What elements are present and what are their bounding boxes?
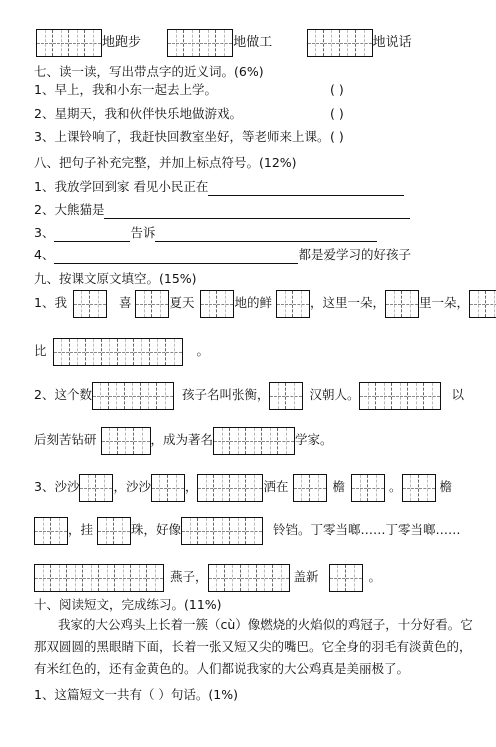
section-10-title: 十、阅读短文，完成练习。(11%) — [34, 597, 222, 612]
text: 汉朝人。 — [309, 387, 360, 402]
sec9-row-7 — [34, 562, 381, 592]
text: 后刻苦钻研 — [34, 432, 97, 447]
text: 孩子名叫张衡， — [181, 387, 270, 402]
answer-line[interactable] — [54, 249, 298, 264]
sec8-item-1-text: 1、我放学回到家 看见小民正在 — [34, 179, 209, 194]
sec7-item-2: 2、星期天，我和伙伴快乐地做游戏。 — [34, 106, 242, 121]
text: 1、我 — [34, 295, 67, 310]
text: 3、沙沙 — [34, 479, 80, 494]
sec8-item-3-text: 告诉 — [130, 225, 156, 240]
sec7-bracket-3[interactable]: ( ) — [330, 129, 344, 144]
sec8-item-3-num: 3、 — [34, 225, 55, 240]
text: ，挂 — [68, 522, 94, 537]
section-7-title: 七、读一读，写出带点字的近义词。(6%) — [34, 64, 264, 79]
answer-grid[interactable] — [351, 474, 385, 502]
answer-grid[interactable] — [269, 382, 303, 410]
text: 洒在 — [263, 479, 289, 494]
text: 以 — [451, 387, 464, 402]
word: 地说话 — [372, 35, 412, 50]
sec9-row-6 — [34, 515, 461, 545]
answer-line[interactable] — [208, 181, 404, 196]
sec8-item-4-num: 4、 — [34, 247, 55, 262]
text: 铃铛。丁零当啷……丁零当啷…… — [273, 522, 461, 537]
answer-grid[interactable] — [213, 427, 295, 455]
answer-grid[interactable] — [34, 517, 68, 545]
answer-grid[interactable] — [181, 517, 263, 545]
answer-grid[interactable] — [97, 517, 131, 545]
text: 。 — [389, 479, 402, 494]
text: 夏天 — [169, 295, 195, 310]
answer-grid[interactable] — [197, 474, 263, 502]
sec9-row-5 — [34, 472, 452, 502]
answer-grid[interactable] — [167, 29, 233, 57]
text: 。 — [196, 343, 210, 358]
answer-grid[interactable] — [276, 290, 310, 318]
text: 比 — [34, 343, 47, 358]
answer-grid[interactable] — [92, 382, 174, 410]
sec9-row-1 — [34, 288, 496, 318]
answer-grid[interactable] — [293, 474, 327, 502]
answer-grid[interactable] — [151, 474, 185, 502]
answer-grid[interactable] — [73, 290, 107, 318]
sec8-item-4-text: 都是爱学习的好孩子 — [298, 247, 411, 262]
text: 檐 — [332, 479, 346, 494]
text: ， — [184, 479, 198, 494]
answer-grid[interactable] — [329, 564, 363, 592]
section-8-title: 八、把句子补充完整，并加上标点符号。(12%) — [34, 155, 297, 170]
answer-grid[interactable] — [359, 382, 441, 410]
answer-grid[interactable] — [53, 338, 183, 366]
text: 檐 — [439, 479, 453, 494]
answer-grid[interactable] — [79, 474, 113, 502]
answer-grid[interactable] — [135, 290, 169, 318]
text: ，这里一朵， — [310, 295, 386, 310]
answer-grid[interactable] — [34, 564, 164, 592]
text: 里一朵， — [419, 295, 470, 310]
text: 。 — [368, 569, 382, 584]
top-row — [36, 28, 412, 58]
sec8-item-3 — [34, 224, 377, 242]
answer-grid[interactable] — [200, 290, 234, 318]
text: 盖新 — [293, 569, 319, 584]
sec8-item-4 — [34, 246, 411, 264]
text: ，沙沙 — [113, 479, 151, 494]
text: ，成为著名 — [150, 432, 214, 447]
sec8-item-2-text: 2、大熊猫是 — [34, 202, 105, 217]
sec7-item-1: 1、早上，我和小东一起去上学。 — [34, 82, 217, 97]
answer-line[interactable] — [104, 204, 410, 219]
answer-grid[interactable] — [307, 29, 373, 57]
sec10-question-1: 1、这篇短文一共有（ ）句话。(1%) — [34, 687, 239, 702]
section-9-title: 九、按课文原文填空。(15%) — [34, 271, 197, 286]
sec9-row-3 — [34, 380, 464, 410]
passage-line-2: 那双圆圆的黑眼睛下面，长着一张又短又尖的嘴巴。它全身的羽毛有淡黄色的， — [34, 639, 472, 654]
passage-line-3: 有米红色的，还有金黄色的。人们都说我家的大公鸡真是美丽极了。 — [34, 661, 410, 676]
answer-line[interactable] — [54, 227, 130, 242]
word: 地做工 — [233, 35, 273, 50]
answer-grid[interactable] — [101, 427, 151, 455]
text: 学家。 — [295, 432, 333, 447]
reading-passage — [34, 614, 474, 680]
answer-line[interactable] — [155, 227, 377, 242]
text: 地的鲜 — [234, 295, 272, 310]
passage-line-1: 我家的大公鸡头上长着一簇（cù）像燃烧的火焰似的鸡冠子，十分好看。它 — [58, 617, 473, 632]
text: 2、这个数 — [34, 387, 92, 402]
sec7-bracket-1[interactable]: ( ) — [330, 82, 344, 97]
sec7-bracket-2[interactable]: ( ) — [330, 106, 344, 121]
sec8-item-2 — [34, 201, 410, 219]
word: 地跑步 — [102, 35, 142, 50]
sec9-row-4 — [34, 425, 333, 455]
sec7-item-3: 3、上课铃响了，我赶快回教室坐好，等老师来上课。 — [34, 129, 330, 144]
answer-grid[interactable] — [402, 474, 436, 502]
answer-grid[interactable] — [385, 290, 419, 318]
answer-grid[interactable] — [469, 290, 496, 318]
sec8-item-1 — [34, 178, 404, 196]
text: 珠，好像 — [131, 522, 182, 537]
sec9-row-2 — [34, 336, 209, 366]
text: 喜 — [118, 295, 132, 310]
answer-grid[interactable] — [36, 29, 102, 57]
answer-grid[interactable] — [208, 564, 290, 592]
text: 燕子， — [170, 569, 208, 584]
